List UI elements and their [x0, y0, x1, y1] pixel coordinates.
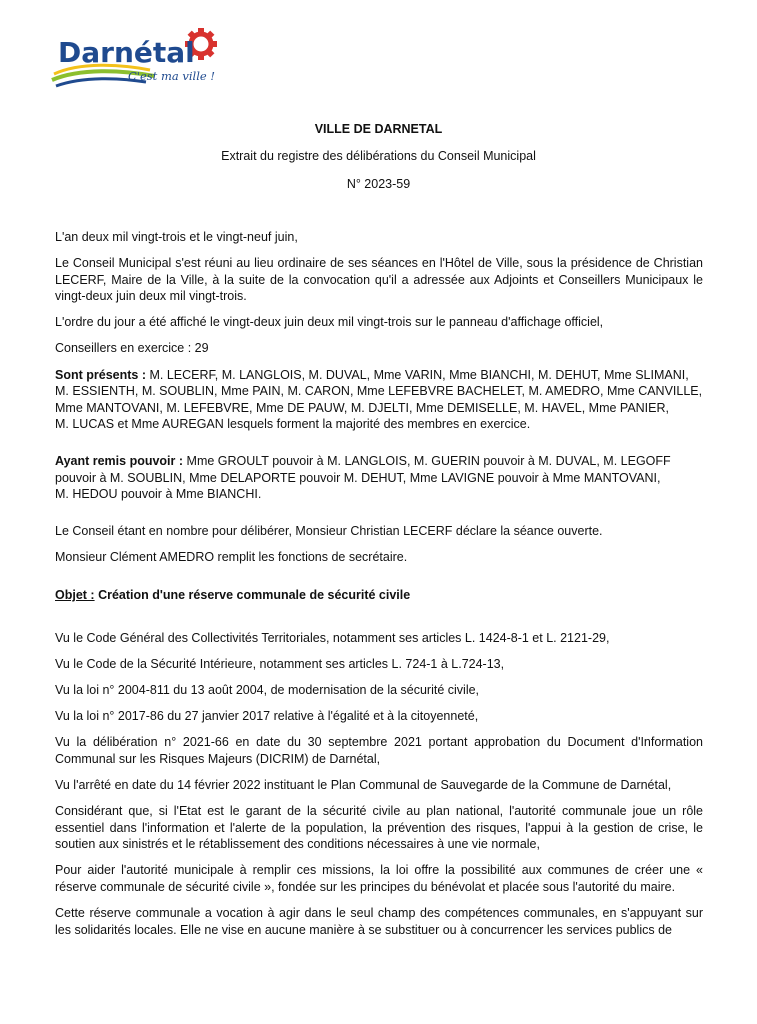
consideration-paragraph: Cette réserve communale a vocation à agir dans le seul champ des compétences communales, en s'appuyant sur les solidarités locales. Elle ne vise en aucune manière à se substituer ou à concurrencer les services publics de: [55, 906, 703, 937]
agenda-posted-paragraph: L'ordre du jour a été affiché le vingt-deux juin deux mil vingt-trois sur le panneau d'affichage officiel,: [55, 315, 604, 330]
object-label: Objet :: [55, 588, 95, 603]
proxy-paragraph: [55, 453, 703, 503]
consideration-paragraph: Vu le Code Général des Collectivités Territoriales, notamment ses articles L. 1424-8-1 et L. 2121-29,: [55, 631, 610, 645]
consideration-paragraph: Vu la loi n° 2017-86 du 27 janvier 2017 relative à l'égalité et à la citoyenneté,: [55, 709, 479, 724]
secretary-paragraph: Monsieur Clément AMEDRO remplit les fonctions de secrétaire.: [55, 549, 408, 564]
logo-name: Darnétal: [58, 36, 195, 69]
present-list: M. LECERF, M. LANGLOIS, M. DUVAL, Mme VARIN, Mme BIANCHI, M. DEHUT, Mme SLIMANI, M. ESSIENTH, M. SOUBLIN, Mme PAIN, M. CARON, Mme LEFEBVRE BACHELET, M. AMEDRO, Mme CANVILLE, Mme MANTOVANI, M. LEFEBVRE, Mme DE PAUW, M. DJELTI, Mme DEMISELLE, M. HAVEL, Mme PANIER,: [55, 367, 703, 415]
quorum-paragraph: Le Conseil étant en nombre pour délibérer, Monsieur Christian LECERF déclare la séance ouverte.: [55, 523, 603, 538]
councillors-in-office: Conseillers en exercice : 29: [55, 341, 209, 356]
logo-slogan: C'est ma ville !: [128, 69, 215, 83]
present-label: Sont présents :: [55, 367, 146, 382]
present-list-end: M. LUCAS et Mme AUREGAN lesquels forment la majorité des membres en exercice.: [55, 417, 531, 432]
date-line: L'an deux mil vingt-trois et le vingt-neuf juin,: [55, 230, 298, 244]
proxy-list: Mme GROULT pouvoir à M. LANGLOIS, M. GUERIN pouvoir à M. DUVAL, M. LEGOFF pouvoir à M. SOUBLIN, Mme DELAPORTE pouvoir M. DEHUT, Mme LAVIGNE pouvoir à Mme MANTOVANI,: [55, 453, 671, 485]
council-meeting-paragraph: Le Conseil Municipal s'est réuni au lieu ordinaire de ses séances en l'Hôtel de Ville, sous la présidence de Christian LECERF, Maire de la Ville, à la suite de la convocation qu'il a adressée aux Adjoints et Conseillers Municipaux le vingt-deux juin deux mil vingt-trois.: [55, 256, 703, 304]
object-heading: [55, 587, 703, 604]
proxy-label: Ayant remis pouvoir :: [55, 453, 184, 468]
document-subtitle: Extrait du registre des délibérations du Conseil Municipal: [221, 149, 536, 163]
proxy-list-end: M. HEDOU pouvoir à Mme BIANCHI.: [55, 487, 262, 502]
document-title: VILLE DE DARNETAL: [314, 122, 443, 136]
deliberation-number: N° 2023-59: [346, 177, 411, 191]
consideration-paragraph: Considérant que, si l'Etat est le garant de la sécurité civile au plan national, l'autorité communale joue un rôle essentiel dans l'information et l'alerte de la population, la prévention des risques, l'appui à la gestion de crise, le soutien aux sinistrés et le rétablissement des conditions nécessaires à une vie normale,: [55, 804, 703, 852]
consideration-paragraph: Vu la délibération n° 2021-66 en date du 30 septembre 2021 portant approbation du Document d'Information Communal sur les Risques Majeurs (DICRIM) de Darnétal,: [55, 735, 703, 766]
consideration-paragraph: Vu le Code de la Sécurité Intérieure, notamment ses articles L. 724-1 à L.724-13,: [55, 657, 505, 672]
present-members-paragraph: [55, 367, 703, 433]
object-text: Création d'une réserve communale de sécurité civile: [98, 588, 411, 603]
consideration-paragraph: Vu la loi n° 2004-811 du 13 août 2004, de modernisation de la sécurité civile,: [55, 683, 480, 698]
document-body: [55, 229, 703, 948]
consideration-paragraph: Vu l'arrêté en date du 14 février 2022 instituant le Plan Communal de Sauvegarde de la Commune de Darnétal,: [55, 778, 672, 793]
darnetal-logo: [50, 22, 222, 94]
consideration-paragraph: Pour aider l'autorité municipale à remplir ces missions, la loi offre la possibilité aux communes de créer une « réserve communale de sécurité civile », fondée sur les principes du bénévolat et placée sous l'autorité du maire.: [55, 863, 703, 895]
